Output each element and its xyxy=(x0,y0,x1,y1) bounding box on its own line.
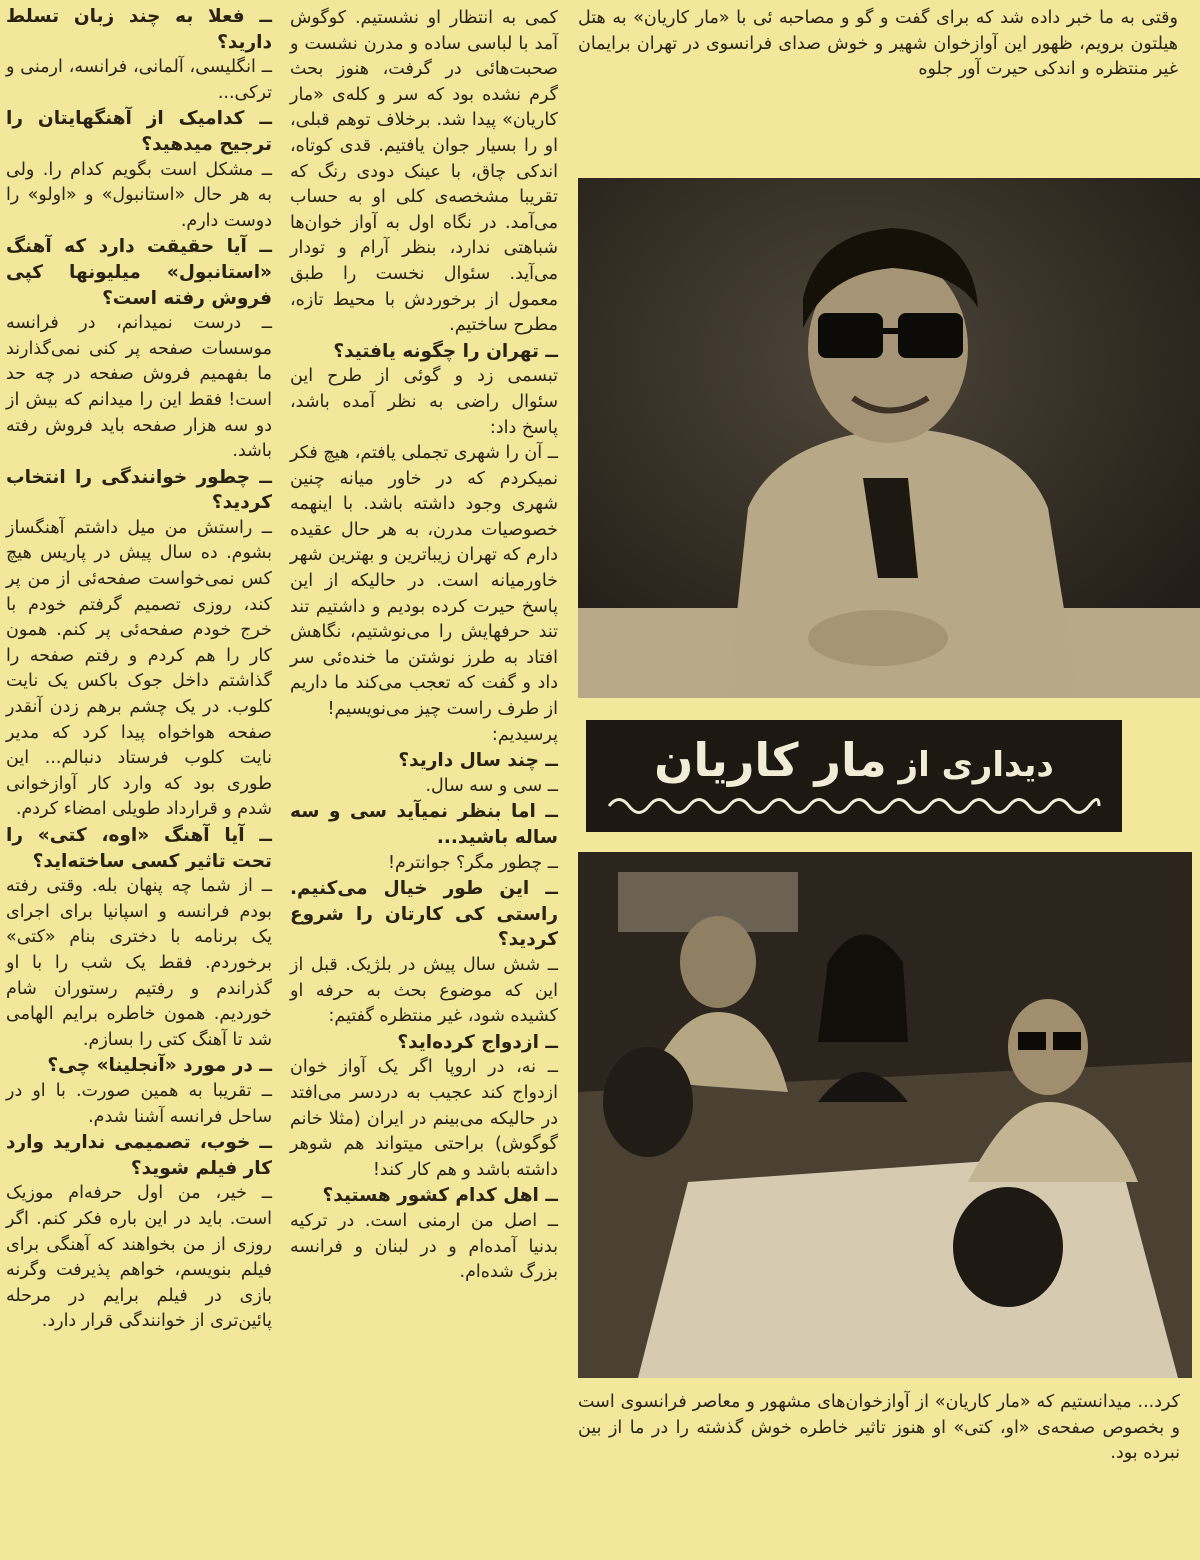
interview-question: ــ چند سال دارید؟ xyxy=(398,750,558,772)
interview-answer: ــ چطور مگر؟ جوانترم! xyxy=(388,852,558,873)
interview-answer: تبسمی زد و گوئی از طرح این سئوال راضی به نظر آمده باشد، پاسخ داد: xyxy=(290,366,558,438)
interview-question: ــ این طور خیال می‌کنیم. راستی کی کارتان را شروع کردید؟ xyxy=(290,878,558,951)
middle-column xyxy=(290,6,558,1286)
interview-answer: پرسیدیم: xyxy=(491,724,558,745)
interview-answer: ــ سی و سه سال. xyxy=(425,775,558,796)
interview-answer: ــ خیر، من اول حرفه‌ام موزیک است. باید در این باره فکر کنم. اگر روزی از من بخواهند که آهنگی برای فیلم بنویسم، خواهم پذیرفت وگرنه بازی در فیلم برایم در مرحله پائین‌تری از خوانندگی قرار دارد. xyxy=(6,1183,272,1332)
interview-question: ــ در مورد «آنجلینا» چی؟ xyxy=(47,1055,272,1077)
interview-question: ــ آیا آهنگ «اوه، کتی» را تحت تاثیر کسی ساخته‌اید؟ xyxy=(6,825,272,872)
interview-answer: ــ شش سال پیش در بلژیک. قبل از این که موضوع بحث به حرفه او کشیده شود، غیر منتظره گفتیم: xyxy=(290,954,558,1027)
interview-question: ــ چطور خوانندگی را انتخاب کردید؟ xyxy=(6,466,272,514)
portrait-photo xyxy=(578,178,1200,698)
interview-answer: ــ آن را شهری تجملی یافتم، هیچ فکر نمیکردم که در خاور میانه چنین شهری وجود داشته باشد. با اینهمه خصوصیات مدرن، به هر حال عقیده دارم که تهران زیباترین و بهترین شهر خاورمیانه است. در حالیکه از این پاسخ حیرت کرده بودیم و داشتیم تند تند حرفهایش را می‌نوشتیم، نگاهش افتاد به طرز نوشتن ما خنده‌ئی سر داد و گفت که تعجب می‌کند ما داریم از طرف راست چیز می‌نویسیم! xyxy=(290,443,558,720)
interview-answer: ــ مشکل است بگویم کدام را. ولی به هر حال «استانبول» و «اولو» را دوست دارم. xyxy=(6,159,272,231)
interview-question: ــ آیا حقیقت دارد که آهنگ «استانبول» میلیونها کپی فروش رفته است؟ xyxy=(6,236,272,309)
interview-answer: ــ تقریبا به همین صورت. با او در ساحل فرانسه آشنا شدم. xyxy=(6,1080,272,1127)
interview-question: ــ تهران را چگونه یافتید؟ xyxy=(333,340,558,362)
title-name: مار کاریان xyxy=(654,733,887,787)
interview-question: ــ کدامیک از آهنگهایتان را ترجیح میدهید؟ xyxy=(6,108,272,155)
interview-answer: ــ انگلیسی، آلمانی، فرانسه، ارمنی و ترکی... xyxy=(6,57,272,103)
interview-answer: ــ درست نمیدانم، در فرانسه موسسات صفحه پر کنی نمی‌گذارند ما بفهمیم فروش صفحه در چه حد است! فقط این را میدانم که بیش از دو سه هزار صفحه باید فروش رفته باشد. xyxy=(6,313,272,462)
caption-text: کرد... میدانستیم که «مار کاریان» از آوازخوان‌های مشهور و معاصر فرانسوی است و بخصوص صفحه‌ی «او، کتی» او هنوز تاثیر خاطره خوش گذشته را در ما از بین نبرده بود. xyxy=(578,1392,1180,1464)
title-prefix: دیداری از xyxy=(898,745,1054,785)
interview-answer: ــ از شما چه پنهان بله. وقتی رفته بودم فرانسه و اسپانیا برای اجرای یک برنامه با دختری بنام «کتی» برخوردم. فقط یک شب را با او گذراندم و رفتیم رستوران شام خوردیم. همون خاطره برایم الهامی شد تا آهنگ کتی را بسازم. xyxy=(6,876,272,1050)
interview-question: ــ فعلا به چند زبان تسلط دارید؟ xyxy=(6,6,272,53)
interview-question: ــ خوب، تصمیمی ندارید وارد کار فیلم شوید؟ xyxy=(6,1132,272,1179)
interview-answer: ــ راستش من میل داشتم آهنگساز بشوم. ده سال پیش در پاریس هیچ کس نمی‌خواست صفحه‌ئی از من پر کند، روزی تصمیم گرفتم خودم با خرج خودم صفحه‌ئی پر کنم. همون کار را هم کردم و رفتم صفحه را گذاشتم داخل جوک باکس یک نایت کلوب. در یک چشم برهم زدن آنقدر صفحه هواخواه پیدا کرد که مدیر نایت کلوب فرستاد دنبالم... این طوری بود که وارد کار آوازخوانی شدم و قرارداد طویلی امضاء کردم. xyxy=(6,517,272,820)
article-title xyxy=(654,733,1054,787)
interview-question: ــ ازدواج کرده‌اید؟ xyxy=(397,1031,558,1053)
intro-paragraph: وقتی به ما خبر داده شد که برای گفت و گو و مصاحبه ئی با «مار کاریان» به هتل هیلتون برویم، ظهور این آوازخوان شهیر و خوش صدای فرانسوی در تهران برایمان غیر منتظره و اندکی حیرت آور جلوه xyxy=(578,8,1178,80)
interview-answer: ــ اصل من ارمنی است. در ترکیه بدنیا آمده‌ام و در لبنان و فرانسه بزرگ شده‌ام. xyxy=(290,1210,558,1283)
photo-caption xyxy=(578,1390,1180,1467)
interview-question: ــ اهل کدام کشور هستید؟ xyxy=(322,1185,558,1207)
interview-question: ــ اما بنظر نمیآید سی و سه ساله باشید... xyxy=(290,801,558,848)
article-title-banner xyxy=(586,720,1122,832)
signature-ornament xyxy=(604,793,1104,819)
interview-answer: کمی به انتظار او نشستیم. کوگوش آمد با لباسی ساده و مدرن نشست و صحبت‌هائی در گرفت، هنوز بحث گرم نشده بود که سر و کله‌ی «مار کاریان» پیدا شد. برخلاف توهم قبلی، او را بسیار جوان یافتیم. قدی کوتاه، اندکی چاق، با عینک دودی رنگ که تقریبا مشخصه‌ی کلی او به حساب می‌آمد. در نگاه اول به آواز خوان‌ها شباهتی ندارد، بنظر آرام و تودار می‌آید. سئوال نخست را طبق معمول از برخوردش با محیط تازه، مطرح ساختیم. xyxy=(290,8,558,336)
interview-answer: ــ نه، در اروپا اگر یک آواز خوان ازدواج کند عجیب به دردسر می‌افتد در حالیکه می‌بینم در ایران (مثلا خانم گوگوش) براحتی میتواند هم شوهر داشته باشد و هم کار کند! xyxy=(290,1057,558,1180)
group-photo xyxy=(578,852,1192,1378)
article-intro xyxy=(578,6,1178,83)
left-column xyxy=(6,4,272,1335)
